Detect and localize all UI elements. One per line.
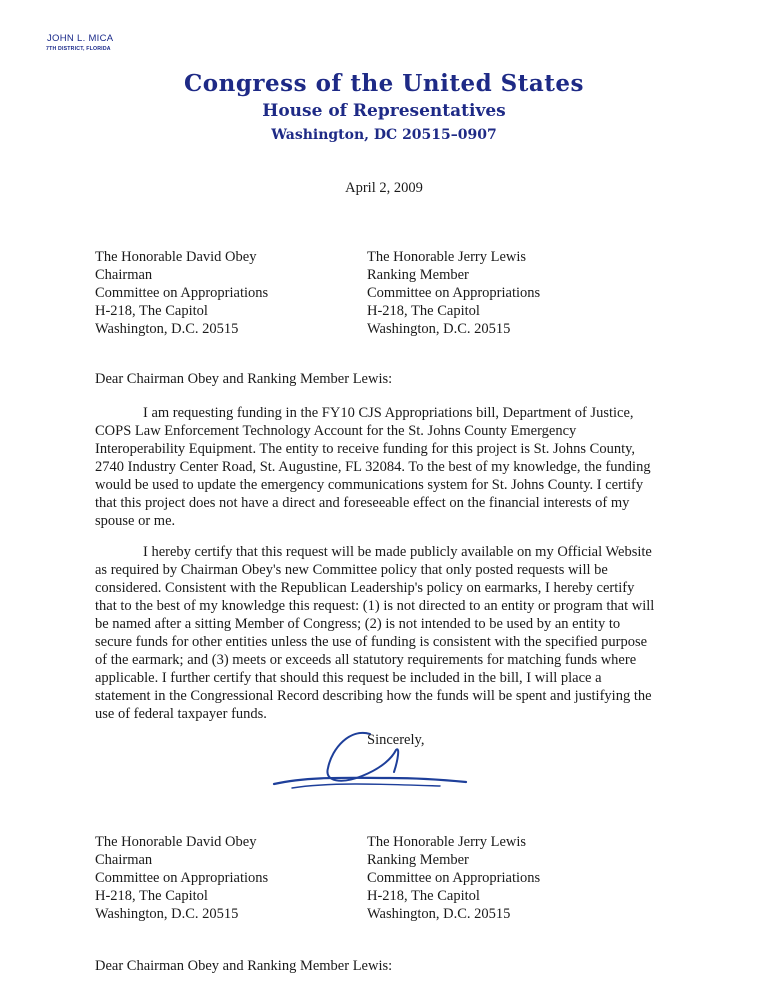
address-line: Chairman [95,852,153,868]
paragraph-line: secure funds for other entities unless the use of funding is consistent with the specified purpose [95,634,648,650]
letterhead-address: Washington, DC 20515–0907 [271,127,497,143]
address-line: Committee on Appropriations [367,870,541,886]
address-line: Washington, D.C. 20515 [95,906,239,922]
address-line: The Honorable David Obey [95,834,257,850]
address-line: Chairman [95,267,153,283]
recipient-address-lewis-repeat [367,833,540,923]
address-line: H-218, The Capitol [367,303,480,319]
paragraph-line: 2740 Industry Center Road, St. Augustine, FL 32084. To the best of my knowledge, the funding [95,459,651,475]
address-line: H-218, The Capitol [95,303,208,319]
letterhead-congress: Congress of the United States [183,70,585,97]
address-line: H-218, The Capitol [95,888,208,904]
closing: Sincerely, [367,732,425,748]
address-line: Washington, D.C. 20515 [367,906,511,922]
member-district: 7TH DISTRICT, FLORIDA [46,46,111,52]
member-name: JOHN L. MICA [47,33,114,44]
recipient-address-obey-repeat [95,833,268,923]
address-line: Committee on Appropriations [367,285,541,301]
paragraph-line: that this project does not have a direct and foreseeable effect on the financial interests of my [95,495,630,511]
paragraph-line: considered. Consistent with the Republican Leadership's policy on earmarks, I hereby certify [95,580,635,596]
paragraph-line: spouse or me. [95,513,176,529]
salutation: Dear Chairman Obey and Ranking Member Lewis: [95,371,393,387]
address-line: The Honorable Jerry Lewis [367,249,527,265]
paragraph-line: would be used to update the emergency communications system for St. Johns County. I certify [95,477,644,493]
paragraph-line: of the earmark; and (3) meets or exceeds all statutory requirements for matching funds where [95,652,637,668]
paragraph-line: statement in the Congressional Record describing how the funds will be spent and justifying the [95,688,652,704]
address-line: H-218, The Capitol [367,888,480,904]
paragraph-line: I am requesting funding in the FY10 CJS Appropriations bill, Department of Justice, [143,405,634,421]
paragraph-line: that to the best of my knowledge this request: (1) is not directed to an entity or program that will [95,598,655,614]
recipient-address-lewis [367,248,540,338]
address-line: Washington, D.C. 20515 [95,321,239,337]
paragraph-line: be named after a sitting Member of Congress; (2) is not intended to be used by an entity to [95,616,621,632]
paragraph-line: I hereby certify that this request will be made publicly available on my Official Website [143,544,652,560]
paragraph-line: use of federal taxpayer funds. [95,706,267,722]
address-line: The Honorable Jerry Lewis [367,834,527,850]
address-line: Committee on Appropriations [95,870,269,886]
paragraph-line: as required by Chairman Obey's new Committee policy that only posted requests will be [95,562,608,578]
address-line: Committee on Appropriations [95,285,269,301]
letterhead-house: House of Representatives [262,101,506,121]
address-line: The Honorable David Obey [95,249,257,265]
paragraph-line: COPS Law Enforcement Technology Account for the St. Johns County Emergency [95,423,577,439]
salutation-repeat: Dear Chairman Obey and Ranking Member Lewis: [95,958,393,974]
recipient-address-obey [95,248,268,338]
address-line: Ranking Member [367,267,469,283]
address-line: Washington, D.C. 20515 [367,321,511,337]
paragraph-line: Interoperability Equipment. The entity to receive funding for this project is St. Johns County, [95,441,636,457]
address-line: Ranking Member [367,852,469,868]
letter-date: April 2, 2009 [345,180,423,196]
body-paragraph-certification [95,543,680,723]
paragraph-line: applicable. I further certify that should this request be included in the bill, I will place a [95,670,602,686]
body-paragraph-request [95,404,680,530]
